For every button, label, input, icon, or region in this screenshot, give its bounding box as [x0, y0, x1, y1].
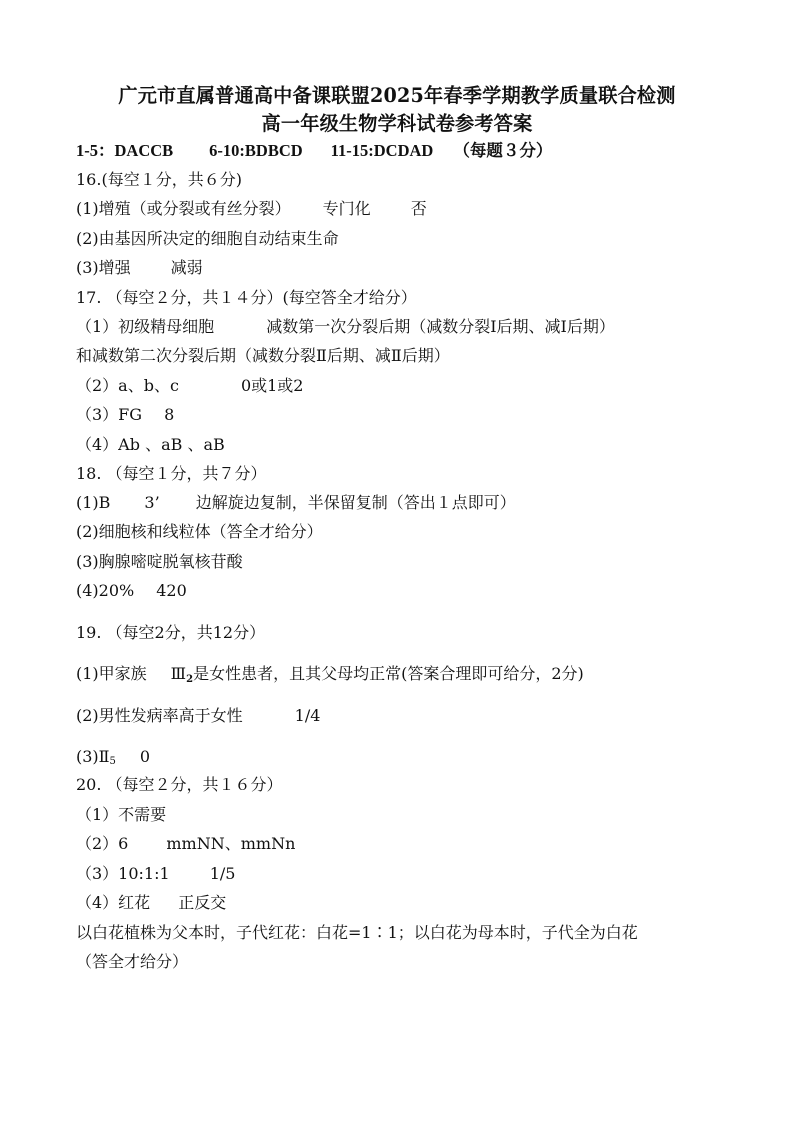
q18-1-a: (1)B	[76, 493, 111, 512]
q19-heading: 19. （每空2分，共12分）	[76, 623, 266, 642]
q18-answer-3: (3)胸腺嘧啶脱氧核苷酸	[76, 552, 243, 571]
q19-2-b: 1/4	[294, 706, 321, 725]
mcq-group-3: 11-15:DCDAD	[330, 141, 434, 160]
q19-1-subscript: 2	[186, 674, 194, 685]
q16-answer-1	[76, 199, 427, 219]
q18-answer-4	[76, 581, 187, 601]
q19-answer-3	[76, 747, 150, 772]
q20-4-a: （4）红花	[76, 893, 151, 912]
q20-4-b: 正反交	[178, 893, 227, 912]
q17-2-a: （2）a、b、c	[76, 376, 179, 395]
q17-answer-1-cont: 和减数第二次分裂后期（减数分裂Ⅱ后期、减Ⅱ后期）	[76, 346, 450, 365]
q20-2-a: （2）6	[76, 834, 129, 853]
mcq-score-note: （每题３分）	[453, 141, 553, 160]
q18-4-a: (4)20%	[76, 581, 135, 600]
q19-answer-1	[76, 664, 584, 690]
q19-3-b: 0	[139, 747, 151, 766]
q17-1-a: （1）初级精母细胞	[76, 317, 215, 336]
q16-3-b: 减弱	[170, 258, 203, 277]
q16-answer-3	[76, 258, 203, 278]
q19-answer-2	[76, 706, 320, 726]
q20-3-b: 1/5	[209, 864, 236, 883]
q18-answer-2: (2)细胞核和线粒体（答全才给分）	[76, 522, 323, 541]
q20-answer-2	[76, 834, 295, 854]
q19-3-a: (3)Ⅱ	[76, 747, 110, 766]
q16-1-b: 专门化	[322, 199, 371, 218]
q20-answer-3	[76, 864, 235, 884]
q17-answer-3	[76, 405, 174, 425]
exam-subtitle: 高一年级生物学科试卷参考答案	[261, 112, 533, 135]
q16-1-a: (1)增殖（或分裂或有丝分裂）	[76, 199, 291, 218]
mcq-answers	[76, 141, 552, 161]
q16-answer-2: (2)由基因所决定的细胞自动结束生命	[76, 229, 339, 248]
q19-1-a: (1)甲家族	[76, 664, 147, 683]
q17-answer-2	[76, 376, 303, 396]
q18-heading: 18. （每空１分，共７分）	[76, 464, 267, 483]
q20-answer-4	[76, 893, 226, 913]
q16-1-c: 否	[410, 199, 427, 218]
q20-3-a: （3）10:1:1	[76, 864, 170, 883]
q18-answer-1	[76, 493, 516, 513]
q17-3-a: （3）FG	[76, 405, 143, 424]
q20-2-b: mmNN、mmNn	[166, 834, 296, 853]
q17-3-b: 8	[164, 405, 175, 424]
q18-4-b: 420	[156, 581, 187, 600]
q16-3-a: (3)增强	[76, 258, 131, 277]
q18-1-c: 边解旋边复制，半保留复制（答出１点即可）	[195, 493, 516, 512]
q17-answer-1	[76, 317, 615, 337]
q19-1-c: 是女性患者，且其父母均正常(答案合理即可给分，2分)	[193, 664, 584, 683]
q16-heading: 16.(每空１分，共６分)	[76, 170, 242, 189]
q20-answer-6: （答全才给分）	[76, 952, 189, 971]
q17-1-b: 减数第一次分裂后期（减数分裂Ⅰ后期、减Ⅰ后期）	[266, 317, 615, 336]
mcq-group-2: 6-10:BDBCD	[209, 141, 303, 160]
q17-2-b: 0或1或2	[240, 376, 304, 395]
q17-answer-4: （4）Ab 、aB 、aB	[76, 435, 225, 454]
q20-answer-1: （1）不需要	[76, 805, 167, 824]
q17-heading: 17. （每空２分，共１４分）(每空答全才给分）	[76, 288, 417, 307]
exam-title: 广元市直属普通高中备课联盟2025年春季学期教学质量联合检测	[118, 84, 676, 107]
q19-2-a: (2)男性发病率高于女性	[76, 706, 243, 725]
q20-answer-5: 以白花植株为父本时，子代红花：白花=1∶1；以白花为母本时，子代全为白花	[76, 923, 638, 942]
q20-heading: 20. （每空２分，共１６分）	[76, 775, 283, 794]
mcq-group-1: 1-5：DACCB	[76, 141, 174, 160]
q19-3-subscript: 5	[109, 756, 116, 767]
q18-1-b: 3’	[144, 493, 160, 512]
q19-1-b: Ⅲ	[170, 664, 187, 683]
